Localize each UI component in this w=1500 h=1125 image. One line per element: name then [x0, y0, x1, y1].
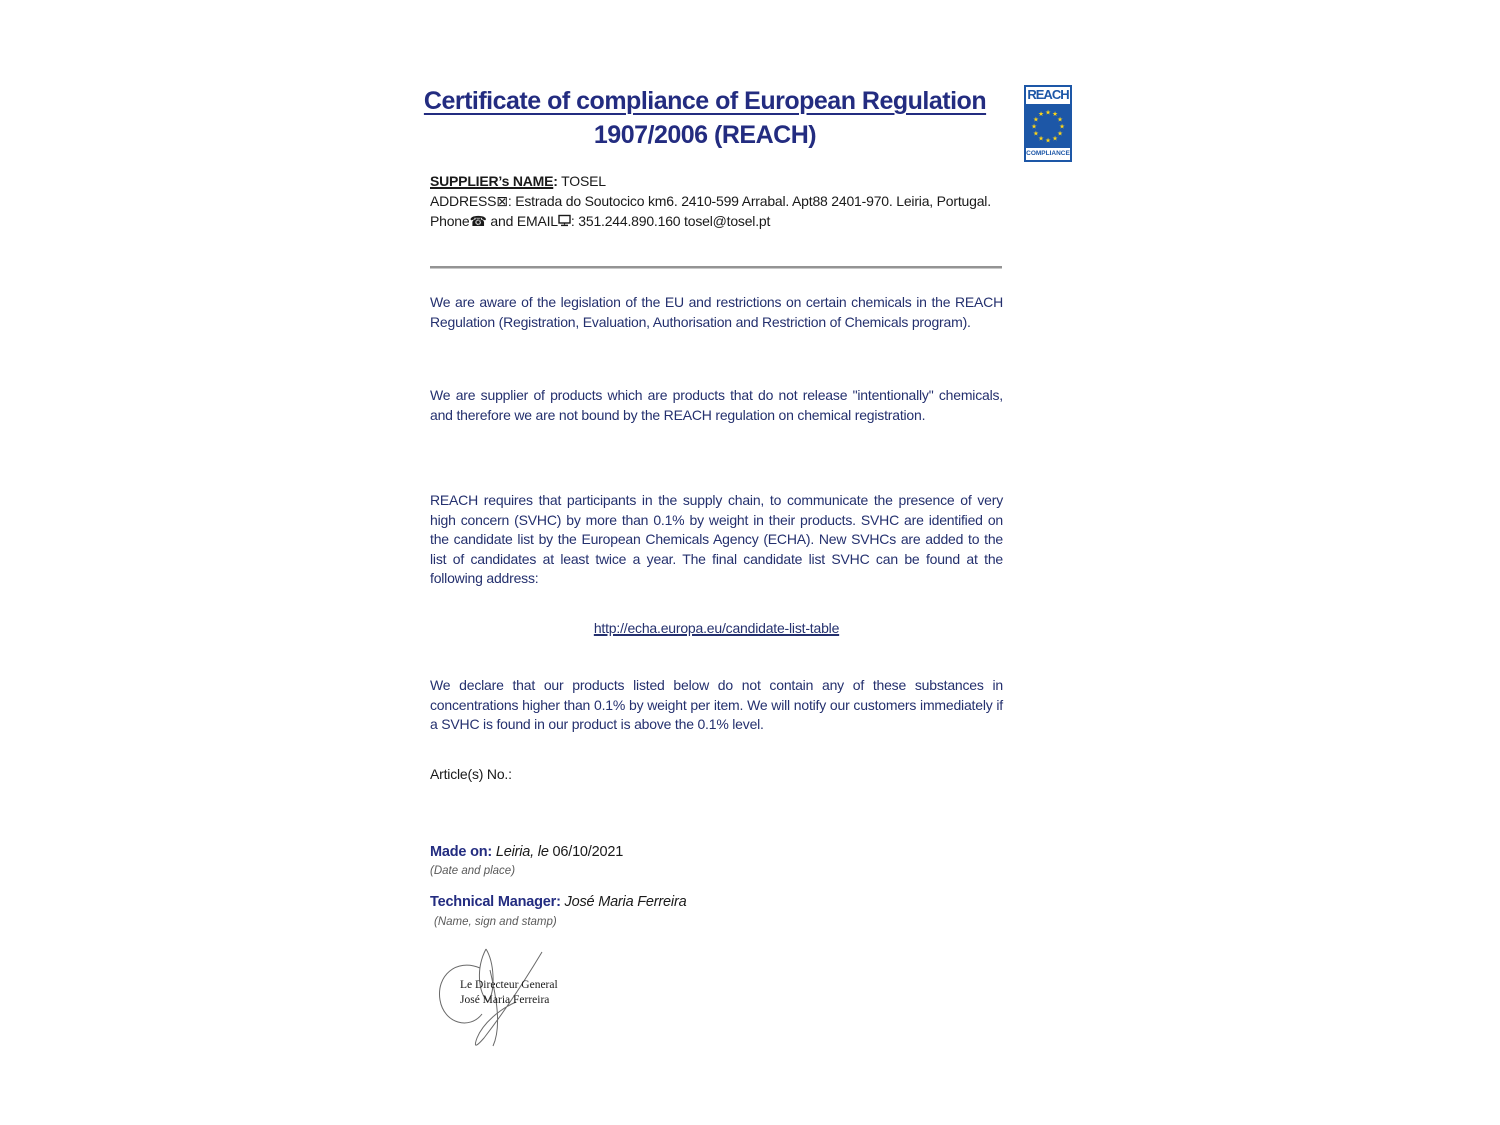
paragraph-reach-requirements: REACH requires that participants in the supply chain, to communicate the presence of very high concern (SVHC) by more than 0.1% by weight in their products. SVHC are identified on the candidate list by the European Chemicals Agency (ECHA). New SVHCs are added to the list of candidates at least twice a year. The final candidate list SVHC can be found at the following address:	[430, 492, 1003, 587]
signature-block	[430, 946, 565, 1054]
email-label: and EMAIL	[486, 213, 558, 230]
paragraph-awareness: We are aware of the legislation of the EU and restrictions on certain chemicals in the REACH Regulation (Registration, Evaluation, Authorisation and Restriction of Chemicals program).	[430, 294, 1003, 330]
made-on-label: Made on:	[430, 844, 493, 860]
svg-text:★: ★	[1057, 129, 1064, 138]
address-value: : Estrada do Soutocico km6. 2410-599 Arrabal. Apt88 2401-970. Leiria, Portugal.	[507, 192, 991, 209]
envelope-icon: ⊠	[496, 193, 508, 210]
candidate-list-link-line	[430, 620, 1003, 638]
supplier-name-label: SUPPLIER’s NAME	[430, 173, 554, 189]
svg-text:★: ★	[1059, 122, 1065, 131]
svg-text:★: ★	[1031, 122, 1037, 131]
name-stamp-note: (Name, sign and stamp)	[434, 916, 557, 928]
made-on-line	[430, 844, 623, 860]
supplier-address-line	[430, 192, 1003, 213]
reach-logo-label: REACH	[1027, 87, 1069, 102]
section-divider	[430, 266, 1002, 269]
made-on-place: Leiria, le	[492, 844, 549, 860]
computer-icon	[558, 213, 571, 233]
supplier-name-line	[430, 172, 1003, 192]
reach-compliance-logo	[1024, 85, 1072, 162]
contact-value: : 351.244.890.160 tosel@tosel.pt	[570, 213, 771, 230]
made-on-date: 06/10/2021	[548, 844, 624, 860]
svg-text:★: ★	[1052, 134, 1058, 143]
svg-text:★: ★	[1032, 115, 1039, 124]
article-number-label: Article(s) No.:	[430, 766, 512, 782]
svg-text:★: ★	[1045, 108, 1051, 117]
address-label: ADDRESS	[430, 192, 497, 209]
eu-stars-icon	[1026, 104, 1070, 148]
signature-stamp-text	[460, 978, 558, 1007]
supplier-name-colon: :	[553, 173, 558, 189]
candidate-list-link[interactable]: http://echa.europa.eu/candidate-list-table	[593, 620, 840, 636]
document-title-line2: 1907/2006 (REACH)	[593, 121, 817, 149]
phone-label: Phone	[430, 213, 470, 230]
svg-text:★: ★	[1038, 110, 1044, 119]
supplier-name-value: TOSEL	[557, 173, 606, 189]
paragraph-declaration: We declare that our products listed below do not contain any of these substances in concentrations higher than 0.1% by weight per item. We will notify our customers immediately if a SVHC is found in our product is above the 0.1% level.	[430, 677, 1003, 733]
svg-text:★: ★	[1038, 134, 1044, 143]
supplier-contact-line	[430, 212, 1003, 233]
phone-icon: ☎	[469, 214, 487, 231]
technical-manager-name: José Maria Ferreira	[560, 894, 687, 910]
document-title	[395, 84, 1015, 152]
svg-text:★: ★	[1045, 136, 1051, 145]
svg-text:★: ★	[1057, 115, 1064, 124]
compliance-label: COMPLIANCE	[1026, 148, 1070, 160]
svg-text:★: ★	[1052, 110, 1058, 119]
supplier-block	[430, 172, 1003, 233]
paragraph-supplier-statement: We are supplier of products which are products that do not release "intentionally" chemicals, and therefore we are not bound by the REACH regulation on chemical registration.	[430, 387, 1003, 423]
svg-text:★: ★	[1032, 129, 1039, 138]
date-place-note: (Date and place)	[430, 865, 516, 877]
signature-stamp-line1: Le Directeur General	[460, 979, 558, 991]
technical-manager-label: Technical Manager:	[430, 894, 561, 910]
signature-stamp-line2: José Maria Ferreira	[460, 993, 550, 1006]
document-title-line1: Certificate of compliance of European Regulation	[423, 87, 987, 115]
technical-manager-line	[430, 894, 686, 910]
